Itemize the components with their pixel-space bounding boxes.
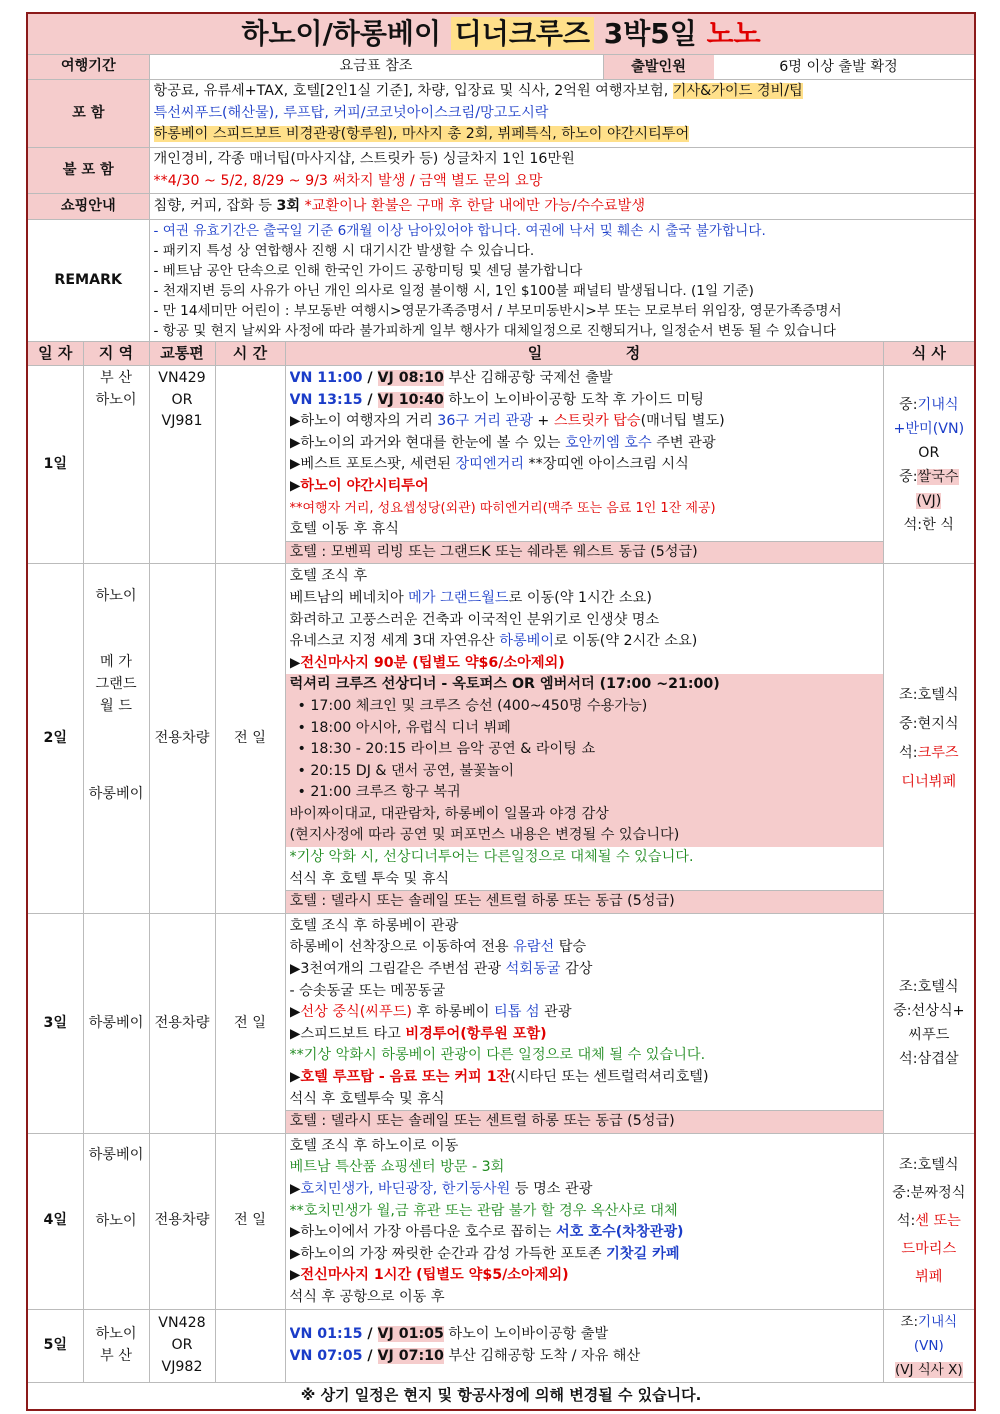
remark-item: - 항공 및 현지 날씨와 사정에 따라 불가피하게 일부 행사가 대체일정으로 진행되거나, 일정순서 변동 될 수 있습니다 bbox=[153, 322, 836, 339]
day-row-1 bbox=[27, 366, 975, 564]
footer-note: ※ 상기 일정은 현지 및 항공사정에 의해 변경될 수 있습니다. bbox=[27, 1382, 975, 1410]
header-schedule: 일 정 bbox=[285, 342, 883, 366]
day-row-4 bbox=[27, 1133, 975, 1309]
remark-item: - 천재지변 등의 사유가 아닌 개인 의사로 일정 불이행 시, 1인 $100불 패널티 발생됩니다. (1일 기준) bbox=[153, 282, 754, 299]
day-region: 하노이 부 산 bbox=[83, 1309, 149, 1382]
day-time: 전 일 bbox=[215, 1133, 285, 1309]
day-meal: 중:기내식 +반미(VN) OR 중:쌀국수(VJ) 석:한 식 bbox=[883, 366, 975, 564]
day-region: 하롱베이 bbox=[83, 913, 149, 1133]
day-transport: 전용차량 bbox=[149, 564, 215, 914]
day-schedule: 호텔 조식 후 하롱베이 관광 하롱베이 선착장으로 이동하여 전용 유람선 탑승 ▶3천여개의 그림같은 주변섬 관광 석회동굴 감상 - 승솟동굴 또는 메꽁동굴 ▶선상 중식(씨푸드) 후 하롱베이 티톱 섬 관광 ▶스피드보트 타고 비경투어(항루원 포함) **기상 악화시 하롱베이 관광이 다른 일정으로 대체 될 수 있습니다. ▶호텔 루프탑 - 음료 또는 커피 1잔(시타딘 또는 센트럴럭셔리호텔) 석식 후 호텔투숙 및 휴식 호텔 : 델라시 또는 솔레일 또는 센트럴 하롱 또는 동급 (5성급) bbox=[285, 913, 883, 1133]
shopping-label: 쇼핑안내 bbox=[27, 194, 149, 220]
day-label: 4일 bbox=[27, 1133, 83, 1309]
day-transport: VN428 OR VJ982 bbox=[149, 1309, 215, 1382]
remark-item: - 여권 유효기간은 출국일 기준 6개월 이상 남아있어야 합니다. 여권에 낙서 및 훼손 시 출국 불가합니다. bbox=[153, 222, 766, 239]
day-transport: 전용차량 bbox=[149, 913, 215, 1133]
day-time: 전 일 bbox=[215, 913, 285, 1133]
day-transport: VN429 OR VJ981 bbox=[149, 366, 215, 564]
period-label: 여행기간 bbox=[27, 55, 149, 80]
exclude-content: 개인경비, 각종 매너팁(마사지샵, 스트릿카 등) 싱글차지 1인 16만원 **4/30 ~ 5/2, 8/29 ~ 9/3 써차지 발생 / 금액 별도 문의 요망 bbox=[149, 148, 975, 194]
header-region: 지 역 bbox=[83, 342, 149, 366]
depart-label: 출발인원 bbox=[604, 55, 714, 79]
day-meal: 조:호텔식 중:선상식+ 씨푸드 석:삼겹살 bbox=[883, 913, 975, 1133]
itinerary-page bbox=[26, 12, 974, 1411]
day-meal: 조:호텔식 중:분짜정식 석:센 또는 드마리스 뷔페 bbox=[883, 1133, 975, 1309]
day-region: 하노이 메 가 그랜드 월 드 하롱베이 bbox=[83, 564, 149, 914]
day-row-3 bbox=[27, 913, 975, 1133]
header-time: 시 간 bbox=[215, 342, 285, 366]
hotel-info: 호텔 : 델라시 또는 솔레일 또는 센트럴 하롱 또는 동급 (5성급) bbox=[286, 1110, 883, 1133]
day-time: 전 일 bbox=[215, 564, 285, 914]
day-label: 5일 bbox=[27, 1309, 83, 1382]
header-transport: 교통편 bbox=[149, 342, 215, 366]
day-transport: 전용차량 bbox=[149, 1133, 215, 1309]
period-value: 요금표 참조 bbox=[149, 55, 603, 80]
remark-item: - 베트남 공안 단속으로 인해 한국인 가이드 공항미팅 및 센딩 불가합니다 bbox=[153, 262, 583, 279]
day-row-2 bbox=[27, 564, 975, 914]
day-time bbox=[215, 1309, 285, 1382]
remark-item: - 만 14세미만 어린이 : 부모동반 여행시>영문가족증명서 / 부모미동반시>부 또는 모로부터 위임장, 영문가족증명서 bbox=[153, 302, 842, 319]
cruise-block: 럭셔리 크루즈 선상디너 - 옥토퍼스 OR 엠버서더 (17:00 ~21:00) • 17:00 체크인 및 크루즈 승선 (400~450명 수용가능) • 18:00 아시아, 유럽식 디너 뷔페 • 18:30 - 20:15 라이브 음악 공연 & 라이팅 쇼 • 20:15 DJ & 댄서 공연, 불꽃놀이 • 21:00 크루즈 항구 복귀 바이짜이대교, 대관람차, 하롱베이 일몰과 야경 감상 (현지사정에 따라 공연 및 퍼포먼스 내용은 변경될 수 있습니다) bbox=[286, 674, 883, 847]
day-schedule: 호텔 조식 후 하노이로 이동 베트남 특산품 쇼핑센터 방문 - 3회 ▶호치민생가, 바딘광장, 한기둥사원 등 명소 관광 **호치민생가 월,금 휴관 또는 관람 불가 할 경우 옥산사로 대체 ▶하노이에서 가장 아름다운 호수로 꼽히는 서호 호수(차창관광) ▶하노이의 가장 짜릿한 순간과 감성 가득한 포토존 기찻길 카페 ▶전신마사지 1시간 (팁별도 약$5/소아제외) 석식 후 공항으로 이동 후 bbox=[285, 1133, 883, 1309]
include-label: 포 함 bbox=[27, 80, 149, 148]
day-label: 3일 bbox=[27, 913, 83, 1133]
day-schedule: VN 01:15 / VJ 01:05 하노이 노이바이공항 출발 VN 07:05 / VJ 07:10 부산 김해공항 도착 / 자유 해산 bbox=[285, 1309, 883, 1382]
day-label: 1일 bbox=[27, 366, 83, 564]
hotel-info: 호텔 : 델라시 또는 솔레일 또는 센트럴 하롱 또는 동급 (5성급) bbox=[286, 890, 883, 913]
remark-item: - 패키지 특성 상 연합행사 진행 시 대기시간 발생할 수 있습니다. bbox=[153, 242, 535, 259]
day-meal: 조:호텔식 중:현지식 석:크루즈 디너뷔페 bbox=[883, 564, 975, 914]
hotel-info: 호텔 : 모벤픽 리빙 또는 그랜드K 또는 쉐라톤 웨스트 동급 (5성급) bbox=[286, 541, 883, 564]
depart-value: 6명 이상 출발 확정 bbox=[779, 59, 898, 75]
day-region: 부 산 하노이 bbox=[83, 366, 149, 564]
day-schedule: 호텔 조식 후 베트남의 베네치아 메가 그랜드월드로 이동(약 1시간 소요) 화려하고 고풍스러운 건축과 이국적인 분위기로 인생샷 명소 유네스코 지정 세계 3대 자연유산 하롱베이로 이동(약 2시간 소요) ▶전신마사지 90분 (팁별도 약$6/소아제외) 럭셔리 크루즈 선상디너 - 옥토퍼스 OR 엠버서더 (17:00 ~21:00) • 17:00 체크인 및 크루즈 승선 (400~450명 수용가능) • 18:00 아시아, 유럽식 디너 뷔페 • 18:30 - 20:15 라이브 음악 공연 & 라이팅 쇼 • 20:15 DJ & 댄서 공연, 불꽃놀이 • 21:00 크루즈 항구 복귀 바이짜이대교, 대관람차, 하롱베이 일몰과 야경 감상 (현지사정에 따라 공연 및 퍼포먼스 내용은 변경될 수 있습니다) *기상 악화 시, 선상디너투어는 다른일정으로 대체될 수 있습니다. 석식 후 호텔 투숙 및 휴식 호텔 : 델라시 또는 솔레일 또는 센트럴 하롱 또는 동급 (5성급) bbox=[285, 564, 883, 914]
header-day: 일 자 bbox=[27, 342, 83, 366]
page-title: 하노이/하롱베이 디너크루즈 3박5일 노노 bbox=[27, 13, 975, 55]
include-content: 항공료, 유류세+TAX, 호텔[2인1실 기준], 차량, 입장료 및 식사, 2억원 여행자보험, 기사&가이드 경비/팁 특선씨푸드(해산물), 루프탑, 커피/코코넛아이스크림/망고도시락 하롱베이 스피드보트 비경관광(항루원), 마사지 총 2회, 뷔페특식, 하노이 야간시티투어 bbox=[149, 80, 975, 148]
day-label: 2일 bbox=[27, 564, 83, 914]
day-meal: 조:기내식(VN) (VJ 식사 X) bbox=[883, 1309, 975, 1382]
day-row-5 bbox=[27, 1309, 975, 1382]
exclude-label: 불 포 함 bbox=[27, 148, 149, 194]
remark-content bbox=[149, 220, 975, 342]
itinerary-table bbox=[26, 12, 976, 1411]
day-schedule: VN 11:00 / VJ 08:10 부산 김해공항 국제선 출발 VN 13:15 / VJ 10:40 하노이 노이바이공항 도착 후 가이드 미팅 ▶하노이 여행자의 거리 36구 거리 관광 + 스트릿카 탑승(매너팁 별도) ▶하노이의 과거와 현대를 한눈에 볼 수 있는 호안끼엠 호수 주변 관광 ▶베스트 포토스팟, 세련된 장띠엔거리 **장띠엔 아이스크림 시식 ▶하노이 야간시티투어 **여행자 거리, 성요셉성당(외관) 따히엔거리(맥주 또는 음료 1인 1잔 제공) 호텔 이동 후 휴식 호텔 : 모벤픽 리빙 또는 그랜드K 또는 쉐라톤 웨스트 동급 (5성급) bbox=[285, 366, 883, 564]
remark-label: REMARK bbox=[27, 220, 149, 342]
shopping-content: 침향, 커피, 잡화 등 3회 *교환이나 환불은 구매 후 한달 내에만 가능/수수료발생 bbox=[149, 194, 975, 220]
day-time bbox=[215, 366, 285, 564]
header-meal: 식 사 bbox=[883, 342, 975, 366]
day-region: 하롱베이 하노이 bbox=[83, 1133, 149, 1309]
